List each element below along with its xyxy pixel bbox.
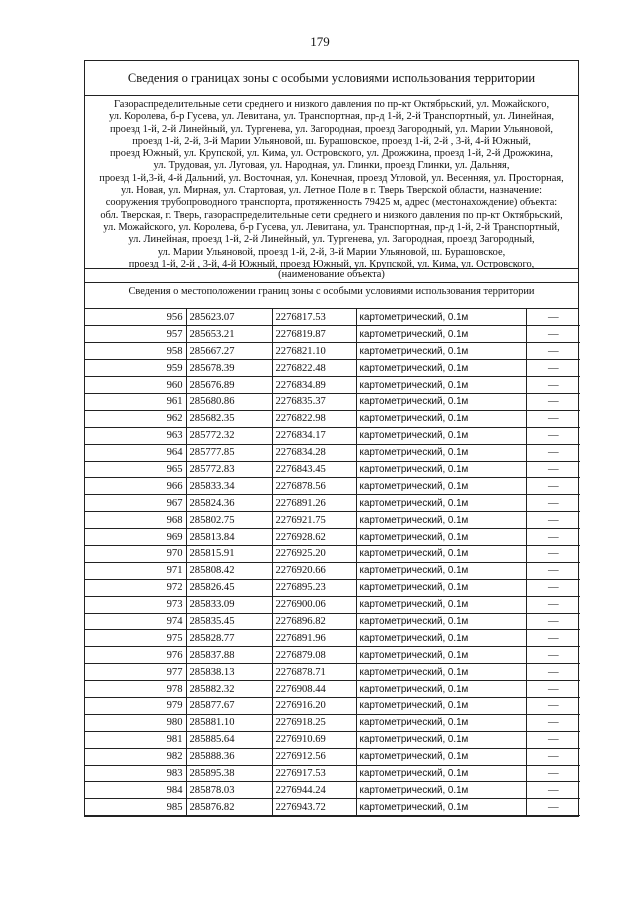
y-coordinate: 2276819.87: [272, 326, 356, 343]
description-cell: —: [526, 596, 580, 613]
table-row: [85, 630, 580, 647]
table-row: [85, 731, 580, 748]
point-number: 972: [85, 579, 186, 596]
method-accuracy: картометрический, 0.1м: [356, 664, 526, 681]
method-accuracy: картометрический, 0.1м: [356, 562, 526, 579]
point-number: 956: [85, 309, 186, 326]
method-accuracy: картометрический, 0.1м: [356, 799, 526, 816]
method-accuracy: картометрический, 0.1м: [356, 681, 526, 698]
y-coordinate: 2276835.37: [272, 393, 356, 410]
description-cell: —: [526, 309, 580, 326]
point-number: 965: [85, 461, 186, 478]
point-number: 962: [85, 410, 186, 427]
description-line: проезд 1-й, 2-й, 3-й Марии Ульяновой, ш. Бурашовское, проезд 1-й, 2-й , 3-й, 4-й Южный,: [132, 135, 531, 147]
point-number: 974: [85, 613, 186, 630]
table-row: [85, 478, 580, 495]
table-row: [85, 377, 580, 394]
table-row: [85, 326, 580, 343]
y-coordinate: 2276910.69: [272, 731, 356, 748]
description-cell: —: [526, 782, 580, 799]
section-header: Сведения о местоположении границ зоны с особыми условиями использования территории: [85, 283, 578, 309]
method-accuracy: картометрический, 0.1м: [356, 427, 526, 444]
x-coordinate: 285802.75: [186, 512, 272, 529]
point-number: 964: [85, 444, 186, 461]
description-cell: —: [526, 478, 580, 495]
x-coordinate: 285833.09: [186, 596, 272, 613]
y-coordinate: 2276908.44: [272, 681, 356, 698]
description-cell: —: [526, 613, 580, 630]
description-line: обл. Тверская, г. Тверь, газораспределительные сети среднего и низкого давления по пр-кт Октябрьский,: [100, 209, 563, 221]
x-coordinate: 285623.07: [186, 309, 272, 326]
object-name-caption: (наименование объекта): [85, 268, 578, 283]
point-number: 978: [85, 681, 186, 698]
table-row: [85, 461, 580, 478]
method-accuracy: картометрический, 0.1м: [356, 697, 526, 714]
x-coordinate: 285772.83: [186, 461, 272, 478]
description-cell: —: [526, 393, 580, 410]
x-coordinate: 285653.21: [186, 326, 272, 343]
point-number: 984: [85, 782, 186, 799]
description-cell: —: [526, 562, 580, 579]
method-accuracy: картометрический, 0.1м: [356, 461, 526, 478]
point-number: 960: [85, 377, 186, 394]
y-coordinate: 2276921.75: [272, 512, 356, 529]
method-accuracy: картометрический, 0.1м: [356, 309, 526, 326]
x-coordinate: 285881.10: [186, 714, 272, 731]
x-coordinate: 285895.38: [186, 765, 272, 782]
point-number: 973: [85, 596, 186, 613]
description-cell: —: [526, 410, 580, 427]
point-number: 982: [85, 748, 186, 765]
point-number: 967: [85, 495, 186, 512]
description-cell: —: [526, 495, 580, 512]
method-accuracy: картометрический, 0.1м: [356, 596, 526, 613]
table-row: [85, 393, 580, 410]
point-number: 980: [85, 714, 186, 731]
table-row: [85, 360, 580, 377]
x-coordinate: 285777.85: [186, 444, 272, 461]
y-coordinate: 2276920.66: [272, 562, 356, 579]
x-coordinate: 285682.35: [186, 410, 272, 427]
point-number: 968: [85, 512, 186, 529]
description-cell: —: [526, 765, 580, 782]
y-coordinate: 2276912.56: [272, 748, 356, 765]
table-row: [85, 765, 580, 782]
description-cell: —: [526, 630, 580, 647]
description-line: проезд 1-й, 2-й , 3-й, 4-й Южный, проезд Южный, ул. Крупской, ул. Кима, ул. Островского,: [128, 258, 535, 268]
y-coordinate: 2276944.24: [272, 782, 356, 799]
method-accuracy: картометрический, 0.1м: [356, 545, 526, 562]
method-accuracy: картометрический, 0.1м: [356, 393, 526, 410]
x-coordinate: 285833.34: [186, 478, 272, 495]
x-coordinate: 285680.86: [186, 393, 272, 410]
y-coordinate: 2276891.26: [272, 495, 356, 512]
table-row: [85, 427, 580, 444]
method-accuracy: картометрический, 0.1м: [356, 512, 526, 529]
point-number: 975: [85, 630, 186, 647]
table-row: [85, 613, 580, 630]
x-coordinate: 285772.32: [186, 427, 272, 444]
method-accuracy: картометрический, 0.1м: [356, 630, 526, 647]
method-accuracy: картометрический, 0.1м: [356, 647, 526, 664]
table-row: [85, 343, 580, 360]
y-coordinate: 2276891.96: [272, 630, 356, 647]
description-cell: —: [526, 748, 580, 765]
table-row: [85, 579, 580, 596]
method-accuracy: картометрический, 0.1м: [356, 529, 526, 546]
x-coordinate: 285877.67: [186, 697, 272, 714]
y-coordinate: 2276843.45: [272, 461, 356, 478]
y-coordinate: 2276916.20: [272, 697, 356, 714]
description-line: проезд 1-й, 2-й Линейный, ул. Тургенева, ул. Загородная, проезд Загородный, ул. Марии Ульяновой,: [110, 123, 553, 135]
table-row: [85, 664, 580, 681]
y-coordinate: 2276879.08: [272, 647, 356, 664]
table-row: [85, 782, 580, 799]
method-accuracy: картометрический, 0.1м: [356, 326, 526, 343]
x-coordinate: 285878.03: [186, 782, 272, 799]
table-row: [85, 714, 580, 731]
method-accuracy: картометрический, 0.1м: [356, 360, 526, 377]
description-line: ул. Новая, ул. Мирная, ул. Стартовая, ул. Летное Поле в г. Тверь Тверской области, назначение:: [121, 185, 542, 197]
table-row: [85, 444, 580, 461]
description-line: Газораспределительные сети среднего и низкого давления по пр-кт Октябрьский, ул. Можайского,: [113, 99, 550, 110]
description-cell: —: [526, 799, 580, 816]
table-row: [85, 748, 580, 765]
x-coordinate: 285837.88: [186, 647, 272, 664]
method-accuracy: картометрический, 0.1м: [356, 444, 526, 461]
y-coordinate: 2276878.71: [272, 664, 356, 681]
y-coordinate: 2276821.10: [272, 343, 356, 360]
x-coordinate: 285667.27: [186, 343, 272, 360]
description-cell: —: [526, 326, 580, 343]
point-number: 983: [85, 765, 186, 782]
point-number: 966: [85, 478, 186, 495]
y-coordinate: 2276817.53: [272, 309, 356, 326]
description-cell: —: [526, 343, 580, 360]
point-number: 959: [85, 360, 186, 377]
method-accuracy: картометрический, 0.1м: [356, 714, 526, 731]
point-number: 981: [85, 731, 186, 748]
y-coordinate: 2276878.56: [272, 478, 356, 495]
x-coordinate: 285808.42: [186, 562, 272, 579]
description-line: сооружения трубопроводного транспорта, протяженность 79425 м, адрес (местонахождение) объекта:: [105, 197, 558, 209]
x-coordinate: 285876.82: [186, 799, 272, 816]
table-row: [85, 529, 580, 546]
description-cell: —: [526, 714, 580, 731]
x-coordinate: 285835.45: [186, 613, 272, 630]
description-line: ул. Линейная, проезд 1-й, 2-й Линейный, ул. Тургенева, ул. Загородная, проезд Загородный,: [128, 234, 535, 246]
y-coordinate: 2276917.53: [272, 765, 356, 782]
point-number: 971: [85, 562, 186, 579]
method-accuracy: картометрический, 0.1м: [356, 478, 526, 495]
description-cell: —: [526, 529, 580, 546]
description-cell: —: [526, 545, 580, 562]
description-cell: —: [526, 664, 580, 681]
description-line: ул. Королева, б-р Гусева, ул. Левитана, ул. Транспортная, пр-д 1-й, 2-й Транспортный, ул. Линейная,: [109, 111, 554, 123]
x-coordinate: 285676.89: [186, 377, 272, 394]
description-cell: —: [526, 647, 580, 664]
description-cell: —: [526, 697, 580, 714]
y-coordinate: 2276834.89: [272, 377, 356, 394]
table-row: [85, 697, 580, 714]
table-row: [85, 596, 580, 613]
object-description: [85, 96, 578, 268]
method-accuracy: картометрический, 0.1м: [356, 782, 526, 799]
y-coordinate: 2276822.98: [272, 410, 356, 427]
description-line: ул. Можайского, ул. Королева, б-р Гусева, ул. Левитана, ул. Транспортная, пр-д 1-й, 2-й Транспортный,: [103, 221, 560, 233]
description-cell: —: [526, 731, 580, 748]
x-coordinate: 285828.77: [186, 630, 272, 647]
description-cell: —: [526, 681, 580, 698]
x-coordinate: 285826.45: [186, 579, 272, 596]
description-line: проезд 1-й,3-й, 4-й Дальний, ул. Восточная, ул. Конечная, проезд Угловой, ул. Весенняя, ул. Просторная,: [99, 172, 564, 184]
x-coordinate: 285824.36: [186, 495, 272, 512]
method-accuracy: картометрический, 0.1м: [356, 748, 526, 765]
point-number: 969: [85, 529, 186, 546]
method-accuracy: картометрический, 0.1м: [356, 613, 526, 630]
method-accuracy: картометрический, 0.1м: [356, 410, 526, 427]
method-accuracy: картометрический, 0.1м: [356, 579, 526, 596]
description-line: ул. Марии Ульяновой, проезд 1-й, 2-й, 3-й Марии Ульяновой, ш. Бурашовское,: [157, 246, 506, 258]
table-row: [85, 309, 580, 326]
point-number: 979: [85, 697, 186, 714]
y-coordinate: 2276896.82: [272, 613, 356, 630]
point-number: 958: [85, 343, 186, 360]
point-number: 961: [85, 393, 186, 410]
point-number: 976: [85, 647, 186, 664]
document-title: Сведения о границах зоны с особыми условиями использования территории: [85, 61, 578, 96]
method-accuracy: картометрический, 0.1м: [356, 377, 526, 394]
coordinates-table: [85, 309, 580, 816]
method-accuracy: картометрический, 0.1м: [356, 765, 526, 782]
y-coordinate: 2276834.28: [272, 444, 356, 461]
x-coordinate: 285838.13: [186, 664, 272, 681]
y-coordinate: 2276925.20: [272, 545, 356, 562]
table-row: [85, 545, 580, 562]
y-coordinate: 2276918.25: [272, 714, 356, 731]
description-line: ул. Трудовая, ул. Луговая, ул. Народная, ул. Глинки, проезд Глинки, ул. Дальняя,: [153, 160, 510, 172]
table-row: [85, 410, 580, 427]
point-number: 970: [85, 545, 186, 562]
description-cell: —: [526, 377, 580, 394]
x-coordinate: 285815.91: [186, 545, 272, 562]
y-coordinate: 2276834.17: [272, 427, 356, 444]
point-number: 977: [85, 664, 186, 681]
table-row: [85, 512, 580, 529]
y-coordinate: 2276895.23: [272, 579, 356, 596]
y-coordinate: 2276900.06: [272, 596, 356, 613]
point-number: 985: [85, 799, 186, 816]
method-accuracy: картометрический, 0.1м: [356, 495, 526, 512]
description-cell: —: [526, 512, 580, 529]
x-coordinate: 285885.64: [186, 731, 272, 748]
description-cell: —: [526, 360, 580, 377]
description-cell: —: [526, 444, 580, 461]
table-row: [85, 681, 580, 698]
method-accuracy: картометрический, 0.1м: [356, 343, 526, 360]
point-number: 957: [85, 326, 186, 343]
table-row: [85, 799, 580, 816]
point-number: 963: [85, 427, 186, 444]
method-accuracy: картометрический, 0.1м: [356, 731, 526, 748]
y-coordinate: 2276822.48: [272, 360, 356, 377]
description-line: проезд Южный, ул. Крупской, ул. Кима, ул. Островского, ул. Дрожжина, проезд 1-й, 2-й Дрожжина,: [109, 148, 553, 160]
x-coordinate: 285882.32: [186, 681, 272, 698]
document-frame: [84, 60, 579, 817]
y-coordinate: 2276943.72: [272, 799, 356, 816]
description-cell: —: [526, 427, 580, 444]
table-row: [85, 647, 580, 664]
y-coordinate: 2276928.62: [272, 529, 356, 546]
description-cell: —: [526, 461, 580, 478]
table-row: [85, 495, 580, 512]
table-row: [85, 562, 580, 579]
x-coordinate: 285678.39: [186, 360, 272, 377]
page-number: 179: [310, 34, 330, 49]
x-coordinate: 285813.84: [186, 529, 272, 546]
x-coordinate: 285888.36: [186, 748, 272, 765]
description-cell: —: [526, 579, 580, 596]
